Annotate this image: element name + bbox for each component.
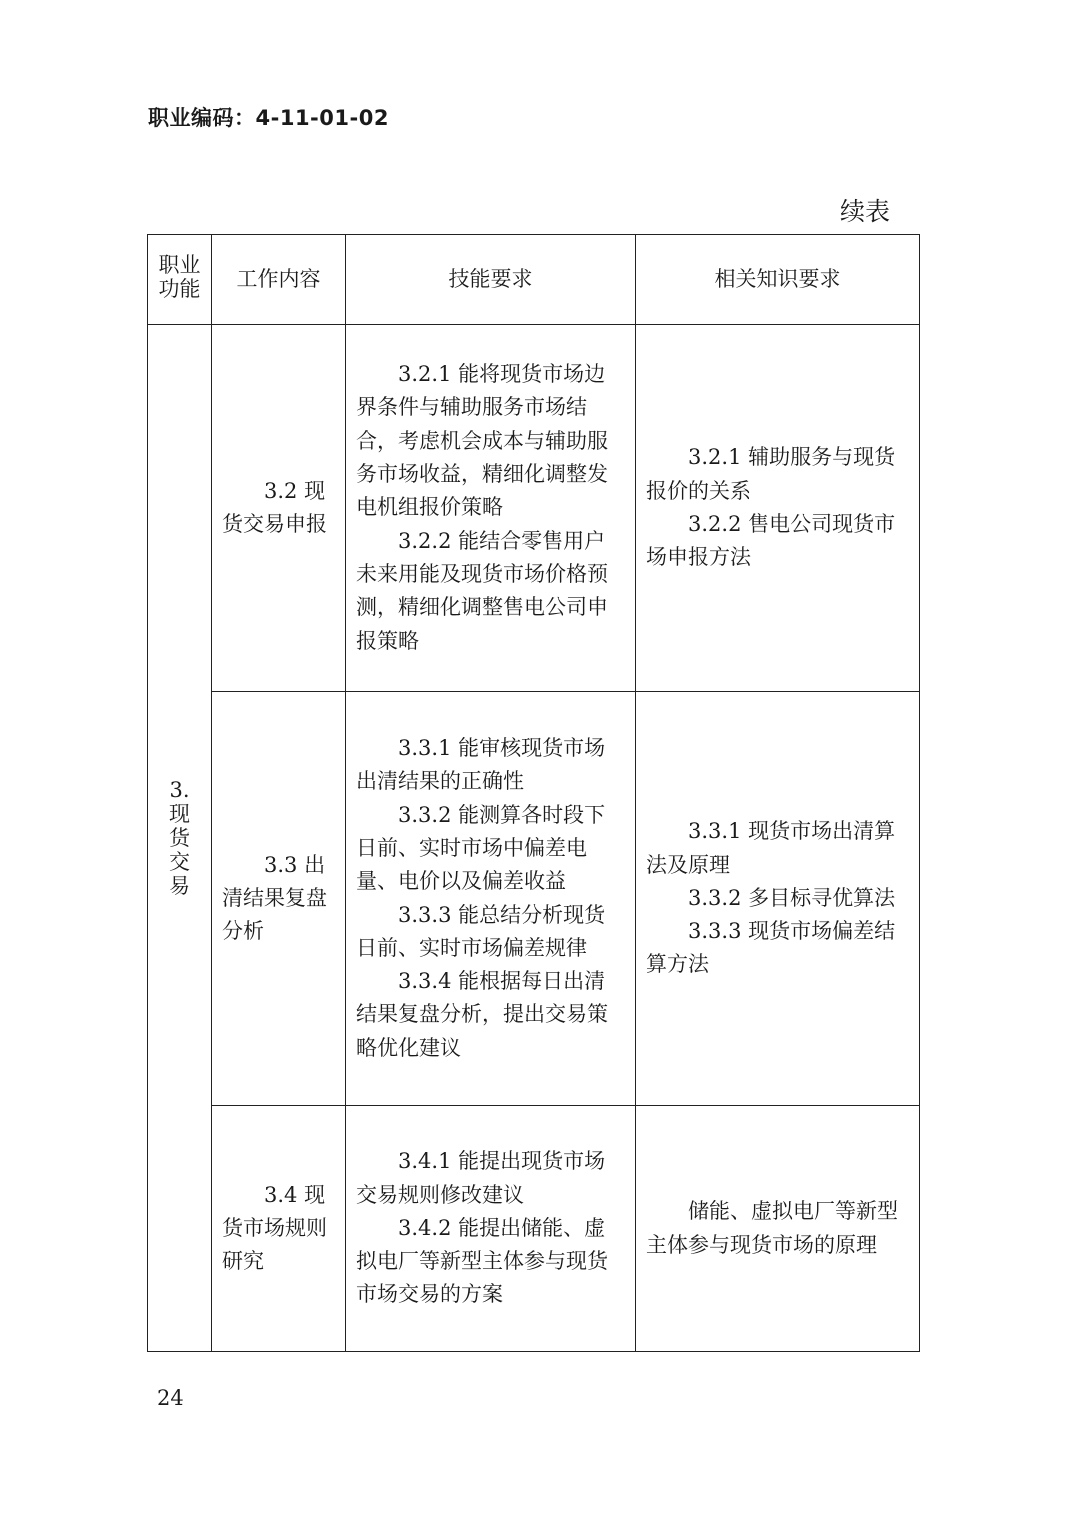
table-row — [148, 325, 920, 692]
header-function: 职业功能 — [148, 235, 212, 325]
knowledge-cell — [636, 692, 920, 1106]
skill-item: 3.3.3 能总结分析现货日前、实时市场偏差规律 — [356, 902, 606, 960]
skill-item: 3.4.2 能提出储能、虚拟电厂等新型主体参与现货市场交易的方案 — [356, 1215, 608, 1307]
work-content-text: 3.3 出清结果复盘分析 — [222, 852, 327, 944]
function-label: 3.现货交易 — [169, 778, 190, 898]
table-row — [148, 692, 920, 1106]
skill-item: 3.2.2 能结合零售用户未来用能及现货市场价格预测，精细化调整售电公司申报策略 — [356, 528, 608, 653]
page-number: 24 — [157, 1386, 184, 1410]
skill-cell — [346, 1106, 636, 1352]
header-work-content: 工作内容 — [212, 235, 346, 325]
skill-item: 3.4.1 能提出现货市场交易规则修改建议 — [356, 1149, 606, 1207]
work-content-cell — [212, 1106, 346, 1352]
skill-item: 3.3.1 能审核现货市场出清结果的正确性 — [356, 736, 606, 794]
skill-cell — [346, 325, 636, 692]
knowledge-item: 储能、虚拟电厂等新型主体参与现货市场的原理 — [646, 1199, 898, 1257]
knowledge-item: 3.3.2 多目标寻优算法 — [688, 885, 896, 910]
occupation-code: 职业编码：4-11-01-02 — [148, 106, 389, 130]
knowledge-item: 3.3.3 现货市场偏差结算方法 — [646, 919, 896, 977]
skill-item: 3.2.1 能将现货市场边界条件与辅助服务市场结合，考虑机会成本与辅助服务市场收益，精细化调整发电机组报价策略 — [356, 362, 608, 520]
work-content-text: 3.2 现货交易申报 — [222, 478, 327, 536]
skill-item: 3.3.4 能根据每日出清结果复盘分析，提出交易策略优化建议 — [356, 969, 608, 1060]
table-row — [148, 1106, 920, 1352]
table-header-row — [148, 235, 920, 325]
knowledge-item: 3.2.2 售电公司现货市场申报方法 — [646, 512, 896, 570]
knowledge-item: 3.3.1 现货市场出清算法及原理 — [646, 819, 896, 877]
work-content-cell — [212, 325, 346, 692]
continued-table-label: 续表 — [840, 197, 891, 226]
header-knowledge-requirements: 相关知识要求 — [636, 235, 920, 325]
skill-item: 3.3.2 能测算各时段下日前、实时市场中偏差电量、电价以及偏差收益 — [356, 802, 606, 894]
work-content-text: 3.4 现货市场规则研究 — [222, 1182, 327, 1274]
work-content-cell — [212, 692, 346, 1106]
skill-standard-table — [147, 234, 920, 1352]
skill-cell — [346, 692, 636, 1106]
function-cell — [148, 325, 212, 1352]
knowledge-item: 3.2.1 辅助服务与现货报价的关系 — [646, 445, 896, 503]
knowledge-cell — [636, 325, 920, 692]
knowledge-cell — [636, 1106, 920, 1352]
header-skill-requirements: 技能要求 — [346, 235, 636, 325]
